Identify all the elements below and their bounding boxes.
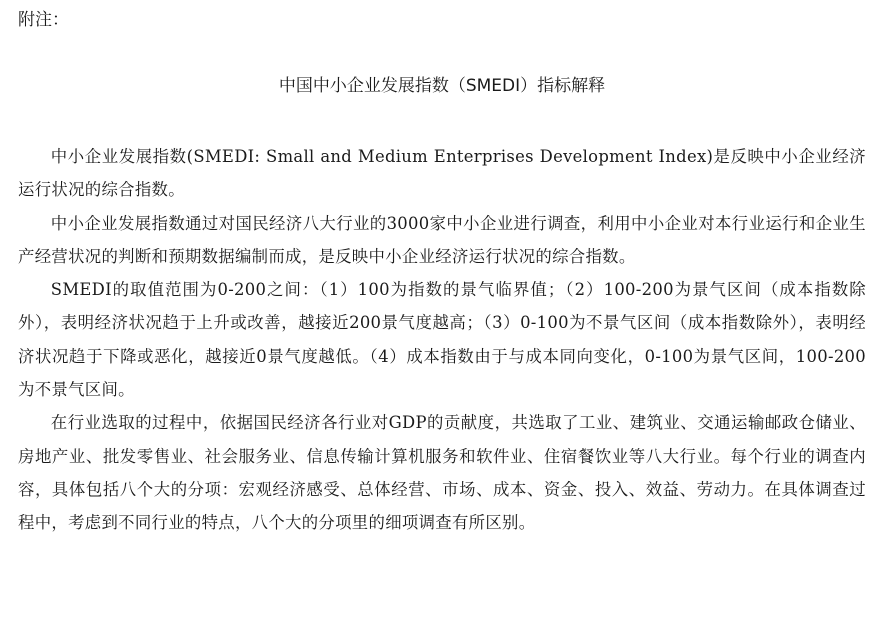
document-body bbox=[18, 140, 866, 540]
paragraph-definition: 中小企业发展指数(SMEDI: Small and Medium Enterprises Development Index)是反映中小企业经济运行状况的综合指数。 bbox=[18, 147, 866, 200]
paragraph-value-range: SMEDI的取值范围为0-200之间：（1）100为指数的景气临界值；（2）100-200为景气区间（成本指数除外），表明经济状况趋于上升或改善，越接近200景气度越高；（3）0-100为不景气区间（成本指数除外），表明经济状况趋于下降或恶化，越接近0景气度越低。（4）成本指数由于与成本同向变化，0-100为景气区间，100-200为不景气区间。 bbox=[18, 280, 866, 400]
paragraph-industry-selection: 在行业选取的过程中，依据国民经济各行业对GDP的贡献度，共选取了工业、建筑业、交通运输邮政仓储业、房地产业、批发零售业、社会服务业、信息传输计算机服务和软件业、住宿餐饮业等八大行业。每个行业的调查内容，具体包括八个大的分项：宏观经济感受、总体经营、市场、成本、资金、投入、效益、劳动力。在具体调查过程中，考虑到不同行业的特点，八个大的分项里的细项调查有所区别。 bbox=[18, 413, 866, 533]
paragraph-method: 中小企业发展指数通过对国民经济八大行业的3000家中小企业进行调查，利用中小企业对本行业运行和企业生产经营状况的判断和预期数据编制而成，是反映中小企业经济运行状况的综合指数。 bbox=[18, 213, 866, 266]
note-label: 附注： bbox=[18, 10, 69, 30]
document-title: 中国中小企业发展指数（SMEDI）指标解释 bbox=[278, 76, 606, 96]
